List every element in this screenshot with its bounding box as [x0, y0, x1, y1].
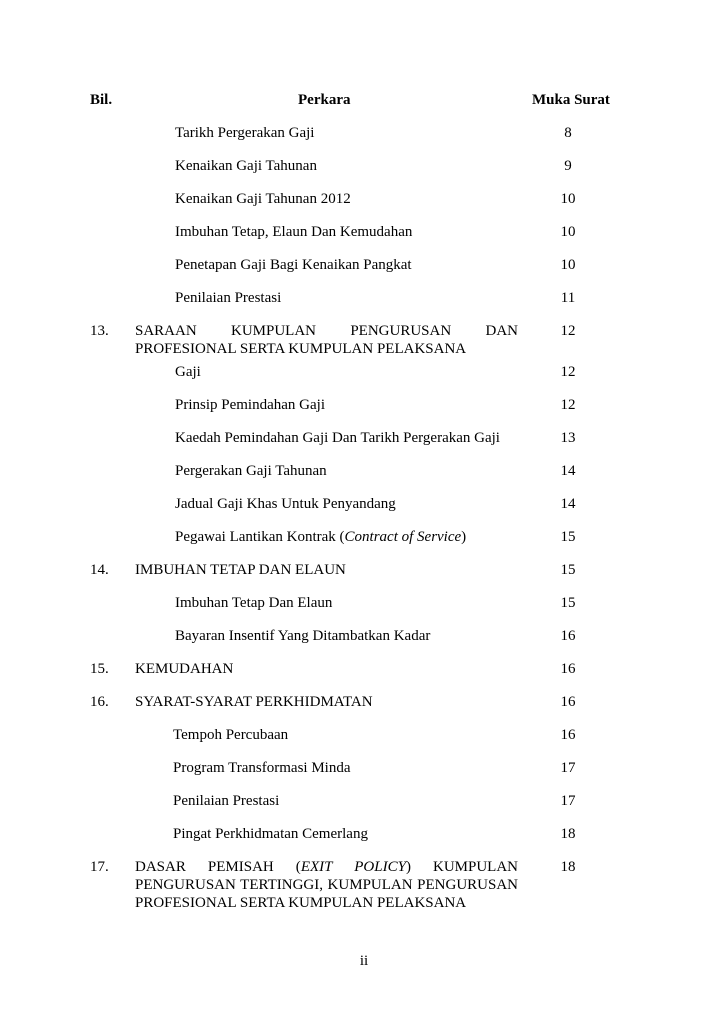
toc-entry-text: Penetapan Gaji Bagi Kenaikan Pangkat — [175, 257, 412, 273]
toc-entry-text: Imbuhan Tetap, Elaun Dan Kemudahan — [175, 224, 413, 240]
toc-page-number: 15 — [560, 595, 576, 611]
header-perkara: Perkara — [298, 92, 351, 108]
toc-entry-text: Imbuhan Tetap Dan Elaun — [175, 595, 333, 611]
toc-entry-text — [175, 528, 535, 546]
toc-section-title-line — [135, 858, 518, 876]
toc-page-number: 17 — [560, 760, 576, 776]
header-muka-surat: Muka Surat — [532, 92, 610, 108]
toc-entry-text: Kenaikan Gaji Tahunan 2012 — [175, 191, 351, 207]
toc-section-title — [135, 322, 518, 358]
toc-entry-text: Tarikh Pergerakan Gaji — [175, 125, 315, 141]
toc-page-number: 18 — [560, 826, 576, 842]
toc-section-number: 13. — [90, 323, 109, 339]
toc-page-number: 9 — [564, 158, 572, 174]
toc-section-title-line: SARAAN KUMPULAN PENGURUSAN DAN — [135, 323, 518, 339]
toc-page-number: 17 — [560, 793, 576, 809]
toc-entry-text: Gaji — [175, 364, 201, 380]
toc-page-number: 8 — [564, 125, 572, 141]
toc-page-number: 15 — [560, 562, 576, 578]
page-number: ii — [359, 953, 369, 969]
toc-page-number: 16 — [560, 727, 576, 743]
toc-section-title-part: ) KUMPULAN — [405, 859, 519, 875]
toc-section-number: 15. — [90, 661, 109, 677]
toc-entry-text: Kenaikan Gaji Tahunan — [175, 158, 317, 174]
toc-page-number: 18 — [560, 859, 576, 875]
toc-page-number: 14 — [560, 463, 576, 479]
toc-page-number: 16 — [560, 628, 576, 644]
toc-entry-text: Penilaian Prestasi — [173, 793, 280, 809]
toc-entry-text: Pingat Perkhidmatan Cemerlang — [173, 826, 368, 842]
toc-page-number: 13 — [560, 430, 576, 446]
toc-section-title-part: DASAR PEMISAH ( — [135, 859, 301, 875]
toc-entry-text: Jadual Gaji Khas Untuk Penyandang — [175, 496, 396, 512]
toc-section-number: 14. — [90, 562, 109, 578]
toc-section-title-line: PROFESIONAL SERTA KUMPULAN PELAKSANA — [135, 895, 467, 911]
toc-page-number: 16 — [560, 694, 576, 710]
toc-page-number: 16 — [560, 661, 576, 677]
toc-section-title: KEMUDAHAN — [135, 661, 234, 677]
toc-entry-text-part: Pegawai Lantikan Kontrak ( — [175, 529, 345, 545]
toc-page-number: 15 — [560, 529, 576, 545]
toc-page-number: 12 — [560, 364, 576, 380]
toc-page-number: 10 — [560, 191, 576, 207]
toc-section-title-line: PROFESIONAL SERTA KUMPULAN PELAKSANA — [135, 341, 467, 357]
toc-entry-text: Pergerakan Gaji Tahunan — [175, 463, 327, 479]
toc-section-number: 16. — [90, 694, 109, 710]
toc-entry-text: Kaedah Pemindahan Gaji Dan Tarikh Pergerakan Gaji — [175, 430, 500, 446]
toc-entry-text: Prinsip Pemindahan Gaji — [175, 397, 325, 413]
toc-page-number: 10 — [560, 257, 576, 273]
toc-entry-text-part: ) — [461, 529, 467, 545]
toc-entry-text: Penilaian Prestasi — [175, 290, 282, 306]
toc-section-number: 17. — [90, 859, 109, 875]
toc-page-number: 12 — [560, 323, 576, 339]
toc-entry-text: Program Transformasi Minda — [173, 760, 351, 776]
toc-section-title: SYARAT-SYARAT PERKHIDMATAN — [135, 694, 373, 710]
toc-section-title-italic: EXIT POLICY — [300, 859, 406, 875]
header-bil: Bil. — [90, 92, 113, 108]
toc-entry-text: Tempoh Percubaan — [173, 727, 289, 743]
toc-page-number: 11 — [560, 290, 576, 306]
toc-section-title-line: PENGURUSAN TERTINGGI, KUMPULAN PENGURUSAN — [135, 877, 518, 893]
toc-page-number: 12 — [560, 397, 576, 413]
toc-entry-text: Bayaran Insentif Yang Ditambatkan Kadar — [175, 628, 431, 644]
toc-page-number: 14 — [560, 496, 576, 512]
toc-section-title: IMBUHAN TETAP DAN ELAUN — [135, 562, 346, 578]
toc-entry-text-italic: Contract of Service — [344, 529, 462, 545]
toc-section-title — [135, 858, 518, 912]
toc-page-number: 10 — [560, 224, 576, 240]
